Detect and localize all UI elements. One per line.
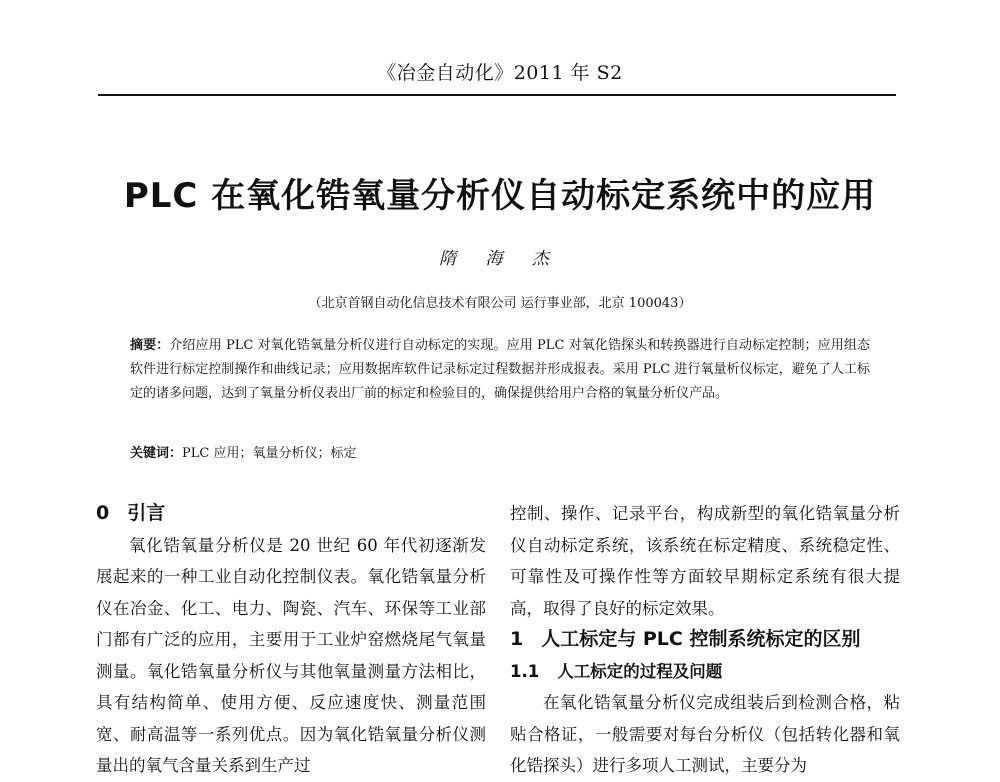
right-paragraph-2: 在氧化锆氧量分析仪完成组装后到检测合格，粘贴合格证，一般需要对每台分析仪（包括转化器和氧化锆探头）进行多项人工测试，主要分为 xyxy=(510,693,900,775)
section-1-title: 人工标定与 PLC 控制系统标定的区别 xyxy=(541,628,861,650)
intro-heading-text: 引言 xyxy=(127,502,166,524)
abstract-label: 摘要： xyxy=(130,338,170,353)
author-affiliation: （北京首钢自动化信息技术有限公司 运行事业部，北京 100043） xyxy=(308,296,692,311)
left-column xyxy=(96,498,486,782)
intro-paragraph: 氧化锆氧量分析仪是 20 世纪 60 年代初逐渐发展起来的一种工业自动化控制仪表。氧化锆氧量分析仪在冶金、化工、电力、陶瓷、汽车、环保等工业部门都有广泛的应用，主要用于工业炉窑燃烧尾气氧量测量。氧化锆氧量分析仪与其他氧量测量方法相比，具有结构简单、使用方便、反应速度快、测量范围宽、耐高温等一系列优点。因为氧化锆氧量分析仪测量出的氧气含量关系到生产过 xyxy=(96,535,486,775)
intro-heading-number: 0 xyxy=(96,502,110,524)
abstract-text: 介绍应用 PLC 对氧化锆氧量分析仪进行自动标定的实现。应用 PLC 对氧化锆探头和转换器进行自动标定控制；应用组态软件进行标定控制操作和曲线记录；应用数据库软件记录标定过程数据并形成报表。采用 PLC 进行氧量析仪标定，避免了人工标定的诸多问题，达到了氧量分析仪表出厂前的标定和检验目的，确保提供给用户合格的氧量分析仪产品。 xyxy=(130,338,870,401)
article-title: PLC 在氧化锆氧量分析仪自动标定系统中的应用 xyxy=(123,176,877,216)
section-1-heading xyxy=(510,624,900,656)
right-column xyxy=(510,498,900,782)
article-author: 隋 海 杰 xyxy=(439,249,561,269)
keywords xyxy=(130,442,870,461)
section-1-1-heading xyxy=(510,656,900,688)
right-paragraph-1: 控制、操作、记录平台，构成新型的氧化锆氧量分析仪自动标定系统，该系统在标定精度、系统稳定性、可靠性及可操作性等方面较早期标定系统有很大提高，取得了良好的标定效果。 xyxy=(510,504,900,618)
section-1-1-title: 人工标定的过程及问题 xyxy=(557,661,723,681)
section-1-number: 1 xyxy=(510,628,524,650)
journal-header: 《冶金自动化》2011 年 S2 xyxy=(377,62,623,84)
header-rule xyxy=(98,94,896,96)
keywords-text: PLC 应用；氧量分析仪；标定 xyxy=(182,446,357,461)
section-1-1-number: 1.1 xyxy=(510,661,540,681)
intro-heading xyxy=(96,498,486,530)
abstract xyxy=(130,334,870,406)
keywords-label: 关键词： xyxy=(130,446,183,461)
